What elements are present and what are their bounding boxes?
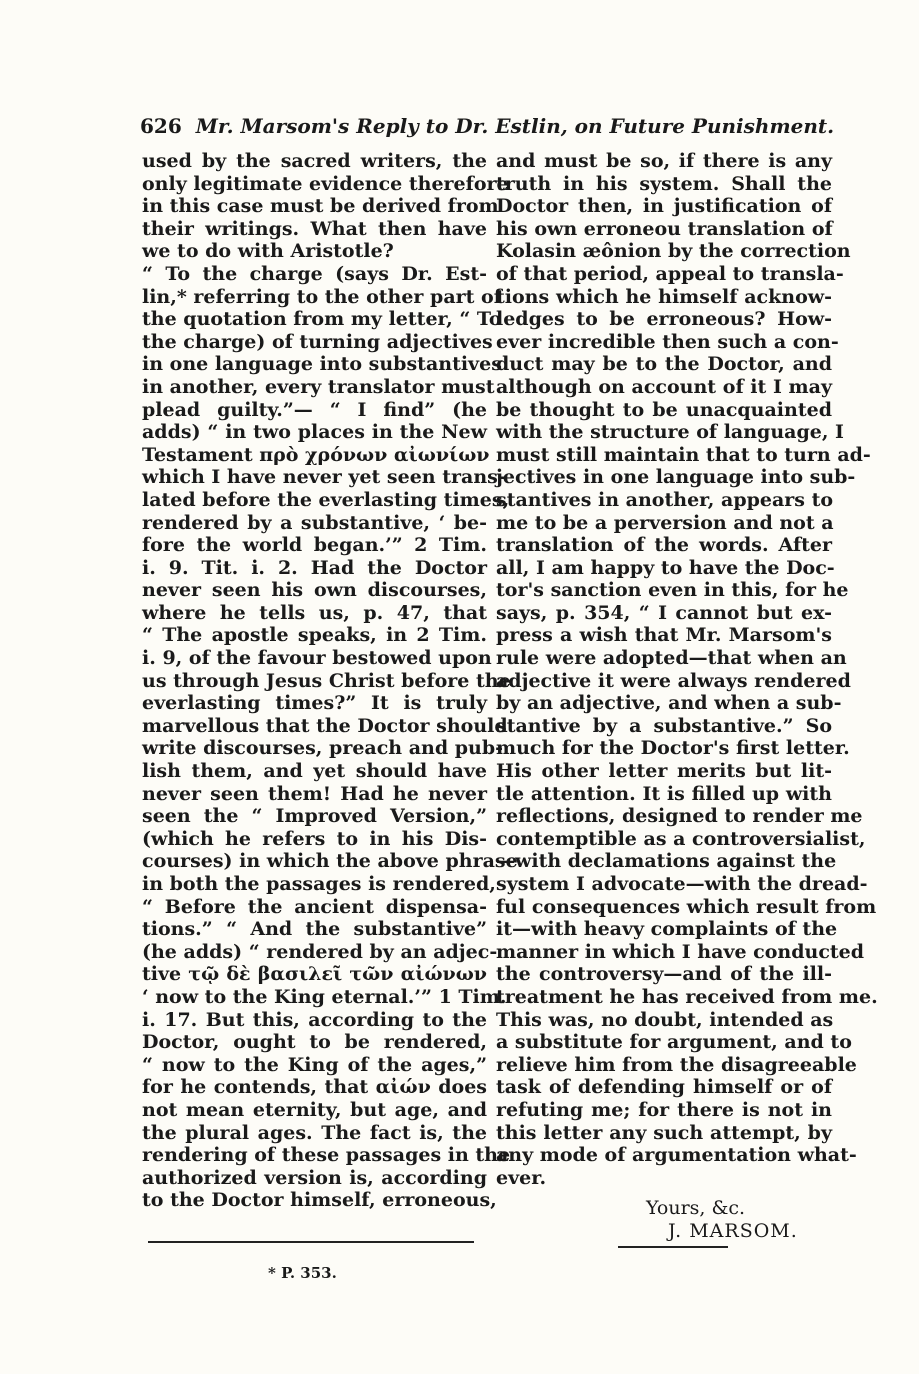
text-line: must still maintain that to turn ad- — [496, 443, 871, 466]
signature-closing: Yours, &c. — [646, 1197, 746, 1220]
text-line: which I have never yet seen trans- — [142, 466, 506, 489]
text-line: adds) “ in two places in the New — [142, 421, 487, 444]
text-line: tive τῷ δὲ βασιλεῖ τῶν αἰώνων — [142, 963, 487, 986]
text-line: it—with heavy complaints of the — [496, 918, 838, 941]
text-line: much for the Doctor's first letter. — [496, 737, 850, 760]
text-line: fore the world began.’” 2 Tim. — [142, 534, 487, 557]
text-line: although on account of it I may — [496, 375, 832, 398]
text-line: (which he refers to in his Dis- — [142, 827, 487, 850]
text-line: stantive by a substantive.” So — [496, 714, 832, 737]
text-line: (he adds) “ rendered by an adjec- — [142, 940, 498, 963]
text-line: Testament πρὸ χρόνων αἰωνίων — [142, 443, 490, 466]
text-line: the plural ages. The fact is, the — [142, 1121, 487, 1144]
text-line: lin,* referring to the other part of — [142, 285, 502, 308]
right-column — [496, 150, 878, 1243]
text-line: the controversy—and of the ill- — [496, 963, 832, 986]
text-line: the quotation from my letter, “ To — [142, 308, 502, 331]
text-line: ever incredible then such a con- — [496, 330, 839, 353]
text-line: system I advocate—with the dread- — [496, 873, 868, 895]
text-line: “ now to the King of the ages,” — [142, 1053, 487, 1076]
text-line: “ To the charge (says Dr. Est- — [142, 262, 487, 285]
text-line: all, I am happy to have the Doc- — [496, 556, 835, 579]
text-line: Doctor then, in justification of — [496, 195, 832, 218]
text-line: everlasting times?” It is truly — [142, 692, 487, 715]
text-line: This was, no doubt, intended as — [496, 1008, 834, 1031]
signature-name: J. MARSOM. — [668, 1219, 798, 1242]
text-line: authorized version is, according — [142, 1166, 487, 1189]
text-line: task of defending himself or of — [496, 1076, 832, 1099]
text-line: rendering of these passages in the — [142, 1144, 511, 1167]
text-line: i. 9, of the favour bestowed upon — [142, 647, 492, 670]
text-line: treatment he has received from me. — [496, 985, 878, 1008]
text-line: the charge) of turning adjectives — [142, 330, 493, 353]
text-line: their writings. What then have — [142, 217, 487, 240]
text-line: us through Jesus Christ before the — [142, 669, 511, 692]
text-line: ful consequences which result from — [496, 895, 877, 918]
text-line: in another, every translator must — [142, 375, 495, 398]
text-line: a substitute for argument, and to — [496, 1031, 852, 1054]
text-line: contemptible as a controversialist, — [496, 827, 866, 850]
text-line: be thought to be unacquainted — [496, 398, 832, 421]
text-line: his own erroneou translation of — [496, 217, 833, 240]
text-line: says, p. 354, “ I cannot but ex- — [496, 601, 832, 624]
text-line: in one language into substantives — [142, 353, 502, 376]
text-line: where he tells us, p. 47, that — [142, 601, 487, 624]
text-line: tor's sanction even in this, for he — [496, 579, 849, 602]
text-line: Kolasin æônion by the correction — [496, 240, 851, 263]
text-line: used by the sacred writers, the — [142, 150, 487, 172]
text-line: Doctor, ought to be rendered, — [142, 1031, 487, 1054]
footnote: * P. 353. — [268, 1264, 337, 1282]
text-line: and must be so, if there is any — [496, 150, 832, 172]
text-line: tle attention. It is filled up with — [496, 782, 832, 805]
text-line: marvellous that the Doctor should — [142, 714, 508, 737]
right-column-text — [496, 150, 878, 1189]
text-line: any mode of argumentation what- — [496, 1144, 857, 1167]
text-line: adjective it were always rendered — [496, 669, 851, 692]
text-line: seen the “ Improved Version,” — [142, 805, 487, 828]
text-line: His other letter merits but lit- — [496, 760, 832, 783]
text-line: i. 17. But this, according to the — [142, 1008, 487, 1031]
text-line: of that period, appeal to transla- — [496, 262, 844, 285]
text-line: only legitimate evidence therefore — [142, 172, 509, 195]
text-line: —with declamations against the — [496, 850, 837, 873]
running-title: Mr. Marsom's Reply to Dr. Estlin, on Future Punishment. — [195, 114, 835, 138]
text-line: this letter any such attempt, by — [496, 1121, 832, 1144]
text-line: lated before the everlasting times, — [142, 488, 510, 511]
footnote-rule — [148, 1241, 474, 1243]
text-line: i. 9. Tit. i. 2. Had the Doctor — [142, 556, 487, 579]
text-line: press a wish that Mr. Marsom's — [496, 624, 832, 647]
text-line: for he contends, that αἰών does — [142, 1076, 487, 1099]
text-line: courses) in which the above phrase — [142, 850, 518, 873]
text-line: in this case must be derived from — [142, 195, 499, 218]
text-line: refuting me; for there is not in — [496, 1098, 832, 1121]
text-line: we to do with Aristotle? — [142, 240, 394, 263]
signature-rule — [618, 1246, 728, 1248]
text-line: lish them, and yet should have — [142, 760, 487, 783]
left-column — [142, 150, 518, 1212]
text-line: rendered by a substantive, ‘ be- — [142, 511, 487, 534]
text-line: “ Before the ancient dispensa- — [142, 895, 487, 918]
text-line: me to be a perversion and not a — [496, 511, 834, 534]
text-line: never seen his own discourses, — [142, 579, 487, 602]
text-line: never seen them! Had he never — [142, 782, 487, 805]
text-line: tions.” “ And the substantive” — [142, 918, 487, 941]
text-line: manner in which I have conducted — [496, 940, 865, 963]
text-line: duct may be to the Doctor, and — [496, 353, 832, 376]
text-line: rule were adopted—that when an — [496, 647, 847, 670]
text-line: by an adjective, and when a sub- — [496, 692, 842, 715]
text-line: with the structure of language, I — [496, 421, 844, 444]
text-line: relieve him from the disagreeable — [496, 1053, 857, 1076]
text-line: ever. — [496, 1166, 547, 1189]
text-line: in both the passages is rendered, — [142, 873, 496, 895]
text-line: reflections, designed to render me — [496, 805, 863, 828]
text-line: to the Doctor himself, erroneous, — [142, 1189, 497, 1212]
text-line: plead guilty.”— “ I find” (he — [142, 398, 487, 421]
text-line: write discourses, preach and pub- — [142, 737, 504, 760]
text-line: translation of the words. After — [496, 534, 832, 557]
text-line: stantives in another, appears to — [496, 488, 834, 511]
page-number: 626 — [140, 114, 182, 138]
text-line: truth in his system. Shall the — [496, 172, 832, 195]
running-header — [140, 114, 840, 138]
text-line: not mean eternity, but age, and — [142, 1098, 487, 1121]
text-line: tions which he himself acknow- — [496, 285, 832, 308]
text-line: ‘ now to the King eternal.’” 1 Tim. — [142, 985, 507, 1008]
text-line: ledges to be erroneous? How- — [496, 308, 832, 331]
text-line: “ The apostle speaks, in 2 Tim. — [142, 624, 487, 647]
text-line: jectives in one language into sub- — [496, 466, 856, 489]
